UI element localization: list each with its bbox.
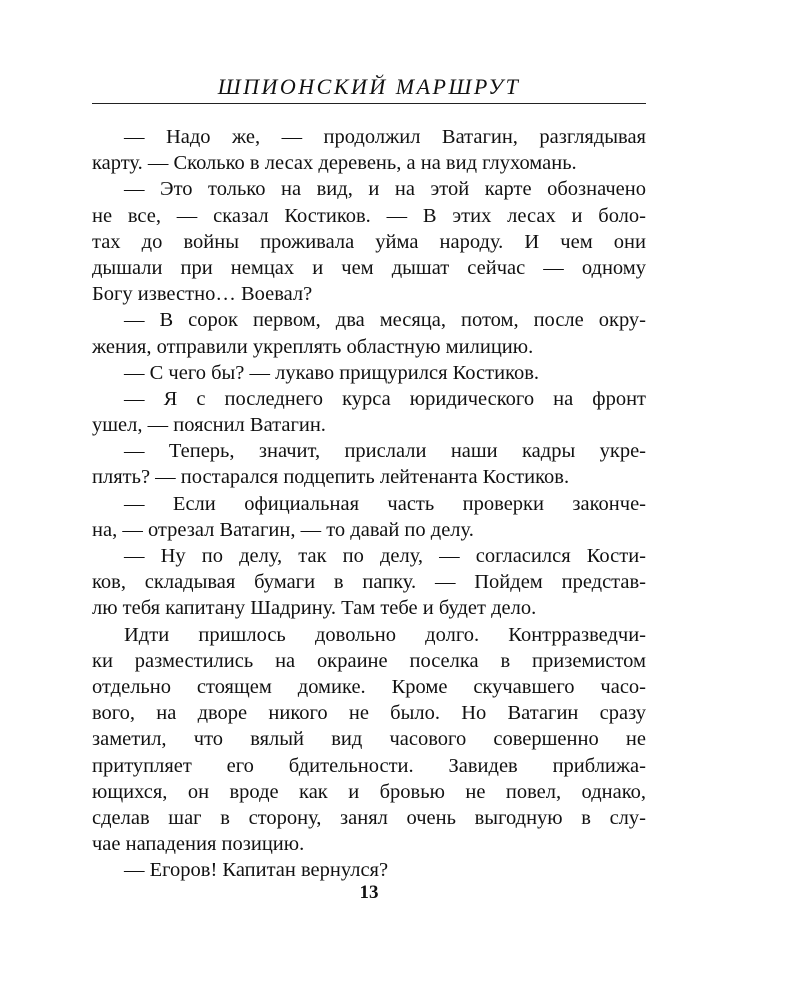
text-line: отдельно стоящем домике. Кроме скучавшего часо-	[92, 675, 646, 698]
text-line: — С чего бы? — лукаво прищурился Костиков.	[124, 361, 540, 384]
text-line: ки разместились на окраине поселка в приземистом	[92, 649, 646, 672]
text-line: жения, отправили укреплять областную милицию.	[92, 335, 534, 358]
text-line: — Это только на вид, и на этой карте обозначено	[124, 178, 646, 201]
text-line: вого, на дворе никого не было. Но Ватагин сразу	[92, 702, 646, 725]
text-line: — В сорок первом, два месяца, потом, после окру-	[124, 309, 646, 332]
page-number: 13	[359, 882, 379, 903]
text-line: ков, складывая бумаги в папку. — Пойдем представ-	[92, 571, 646, 594]
text-line: — Надо же, — продолжил Ватагин, разглядывая	[124, 126, 646, 148]
text-line: сделав шаг в сторону, занял очень выгодную в слу-	[92, 806, 646, 829]
text-line: — Ну по делу, так по делу, — согласился Кости-	[124, 545, 646, 567]
text-line: — Я с последнего курса юридического на фронт	[124, 387, 646, 410]
text-line: тах до войны проживала уйма народу. И чем они	[92, 230, 646, 253]
text-line: дышали при немцах и чем дышат сейчас — одному	[92, 256, 646, 279]
text-line: чае нападения позицию.	[92, 833, 305, 856]
text-line: Богу известно… Воевал?	[92, 283, 313, 306]
text-line: ушел, — пояснил Ватагин.	[92, 414, 326, 437]
text-line: плять? — постарался подцепить лейтенанта Костиков.	[92, 466, 570, 489]
text-line: лю тебя капитану Шадрину. Там тебе и будет дело.	[92, 597, 537, 620]
text-line: — Егоров! Капитан вернулся?	[124, 859, 389, 882]
text-line: притупляет его бдительности. Завидев приближа-	[92, 754, 646, 777]
text-line: на, — отрезал Ватагин, — то давай по делу.	[92, 518, 474, 541]
running-head-title: ШПИОНСКИЙ МАРШРУТ	[217, 74, 521, 99]
header-rule	[92, 103, 646, 104]
text-line: ющихся, он вроде как и бровью не повел, однако,	[92, 780, 646, 803]
body-text	[92, 124, 646, 883]
text-line: карту. — Сколько в лесах деревень, а на вид глухомань.	[92, 152, 577, 175]
text-line: заметил, что вялый вид часового совершенно не	[92, 728, 646, 751]
text-line: не все, — сказал Костиков. — В этих лесах и боло-	[92, 204, 646, 227]
text-line: — Теперь, значит, прислали наши кадры укре-	[124, 440, 646, 463]
text-line: — Если официальная часть проверки закончe-	[124, 492, 646, 515]
text-line: Идти пришлось довольно долго. Контрразведчи-	[124, 623, 646, 646]
